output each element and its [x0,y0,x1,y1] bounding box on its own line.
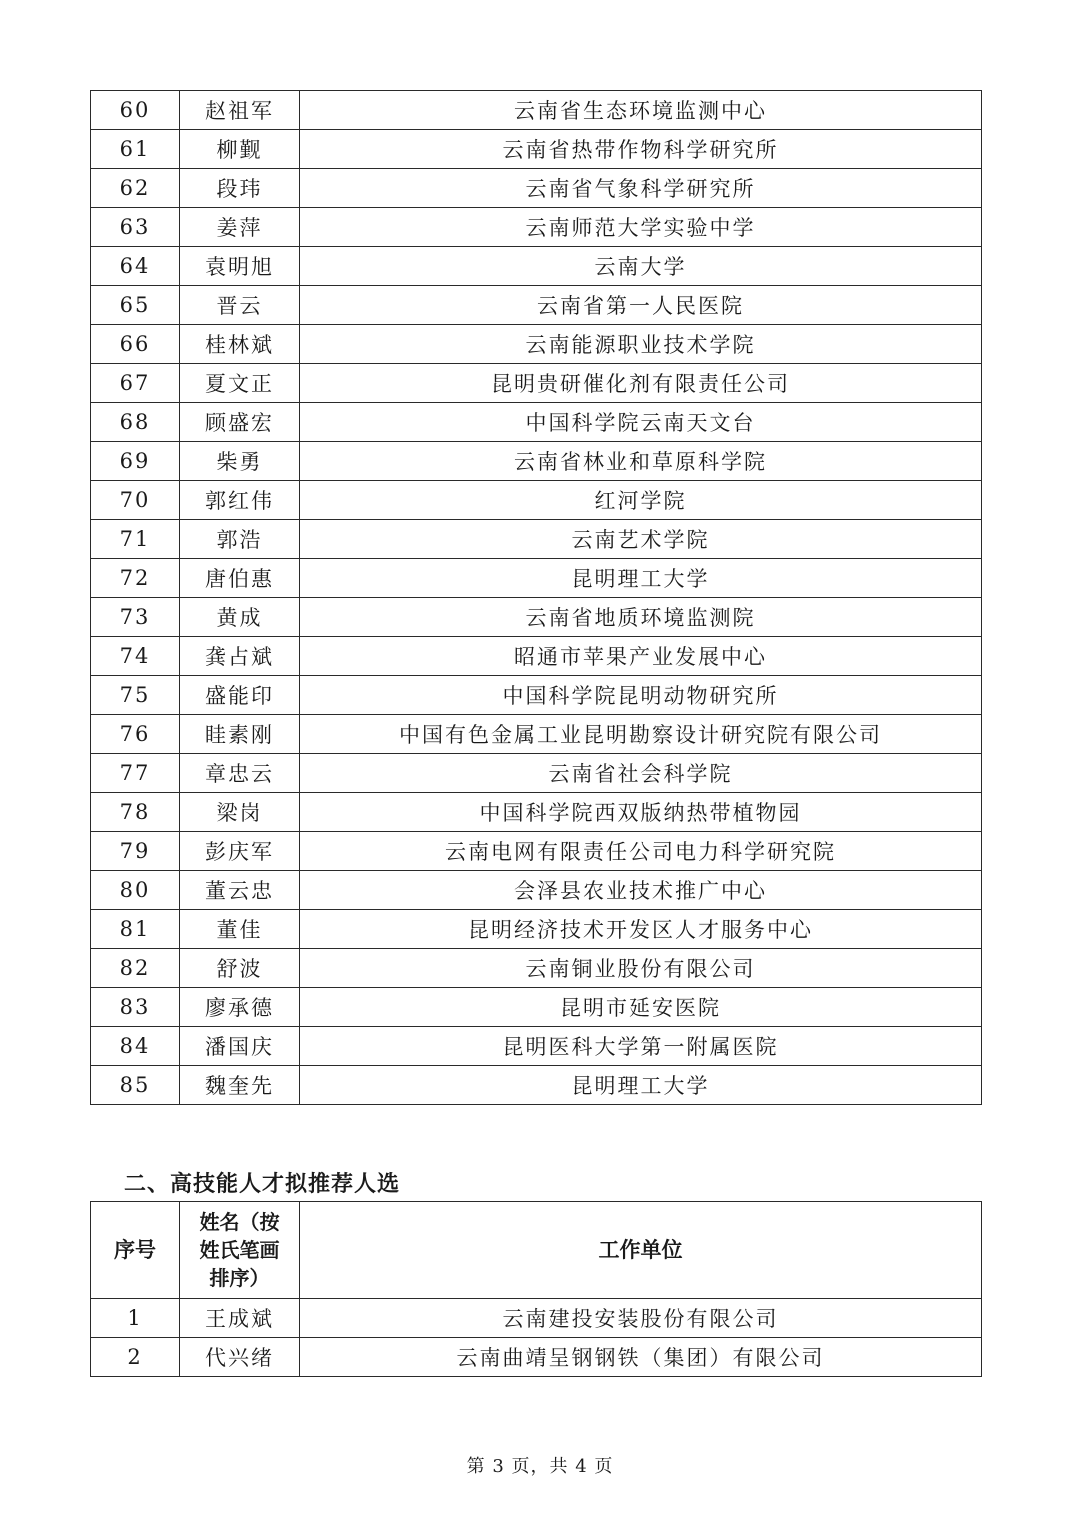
cell-work-unit: 云南省林业和草原科学院 [300,442,982,481]
cell-work-unit: 云南能源职业技术学院 [300,325,982,364]
header-name-line: 排序） [209,1266,270,1290]
cell-serial-number: 77 [91,754,180,793]
cell-serial-number: 70 [91,481,180,520]
cell-work-unit: 云南省社会科学院 [300,754,982,793]
cell-serial-number: 73 [91,598,180,637]
table-row [91,1338,982,1377]
cell-name: 晋云 [180,286,300,325]
cell-name: 赵祖军 [180,91,300,130]
cell-name: 姜萍 [180,208,300,247]
cell-work-unit: 云南曲靖呈钢钢铁（集团）有限公司 [300,1338,982,1377]
cell-work-unit: 昆明贵研催化剂有限责任公司 [300,364,982,403]
cell-name: 潘国庆 [180,1027,300,1066]
header-name-line: 姓氏笔画 [199,1238,280,1262]
cell-serial-number: 62 [91,169,180,208]
table-row [91,793,982,832]
table-row [91,559,982,598]
cell-work-unit: 云南电网有限责任公司电力科学研究院 [300,832,982,871]
high-skill-table [90,1201,982,1377]
table-row [91,481,982,520]
table-row [91,598,982,637]
cell-serial-number: 78 [91,793,180,832]
cell-name: 顾盛宏 [180,403,300,442]
table-row [91,715,982,754]
cell-serial-number: 72 [91,559,180,598]
cell-name: 魏奎先 [180,1066,300,1105]
cell-name: 柴勇 [180,442,300,481]
cell-name: 桂林斌 [180,325,300,364]
header-name [180,1202,300,1299]
cell-serial-number: 67 [91,364,180,403]
cell-work-unit: 中国科学院昆明动物研究所 [300,676,982,715]
cell-work-unit: 昆明市延安医院 [300,988,982,1027]
cell-serial-number: 71 [91,520,180,559]
cell-serial-number: 1 [91,1299,180,1338]
cell-serial-number: 84 [91,1027,180,1066]
cell-serial-number: 65 [91,286,180,325]
cell-serial-number: 80 [91,871,180,910]
cell-name: 王成斌 [180,1299,300,1338]
cell-serial-number: 76 [91,715,180,754]
cell-work-unit: 云南艺术学院 [300,520,982,559]
table-row [91,1066,982,1105]
table-row [91,208,982,247]
cell-name: 董云忠 [180,871,300,910]
header-work-unit: 工作单位 [300,1202,982,1299]
cell-name: 廖承德 [180,988,300,1027]
table-row [91,637,982,676]
cell-serial-number: 85 [91,1066,180,1105]
table-row [91,403,982,442]
cell-serial-number: 61 [91,130,180,169]
table-row [91,871,982,910]
cell-work-unit: 云南省地质环境监测院 [300,598,982,637]
cell-serial-number: 81 [91,910,180,949]
cell-name: 梁岗 [180,793,300,832]
table-row [91,520,982,559]
cell-work-unit: 云南建投安装股份有限公司 [300,1299,982,1338]
table-row [91,130,982,169]
cell-name: 龚占斌 [180,637,300,676]
cell-serial-number: 79 [91,832,180,871]
cell-serial-number: 64 [91,247,180,286]
page-footer: 第 3 页，共 4 页 [466,1456,614,1477]
cell-serial-number: 74 [91,637,180,676]
table-row [91,832,982,871]
cell-work-unit: 云南省气象科学研究所 [300,169,982,208]
cell-work-unit: 会泽县农业技术推广中心 [300,871,982,910]
cell-work-unit: 云南大学 [300,247,982,286]
table-row [91,169,982,208]
table-row [91,286,982,325]
table-row [91,364,982,403]
cell-work-unit: 云南省生态环境监测中心 [300,91,982,130]
table-row [91,442,982,481]
table-row [91,247,982,286]
cell-work-unit: 昆明理工大学 [300,559,982,598]
cell-work-unit: 昆明经济技术开发区人才服务中心 [300,910,982,949]
cell-serial-number: 82 [91,949,180,988]
cell-serial-number: 63 [91,208,180,247]
table-row [91,910,982,949]
table-header-row [91,1202,982,1299]
cell-serial-number: 2 [91,1338,180,1377]
cell-work-unit: 昆明理工大学 [300,1066,982,1105]
cell-serial-number: 69 [91,442,180,481]
cell-work-unit: 云南师范大学实验中学 [300,208,982,247]
table-row [91,325,982,364]
table-row [91,1299,982,1338]
cell-name: 郭浩 [180,520,300,559]
header-serial-number: 序号 [91,1202,180,1299]
cell-name: 彭庆军 [180,832,300,871]
cell-name: 段玮 [180,169,300,208]
table-row [91,988,982,1027]
table-row [91,676,982,715]
cell-work-unit: 红河学院 [300,481,982,520]
cell-work-unit: 云南铜业股份有限公司 [300,949,982,988]
cell-serial-number: 68 [91,403,180,442]
cell-work-unit: 云南省热带作物科学研究所 [300,130,982,169]
section-title-high-skill: 二、高技能人才拟推荐人选 [124,1172,401,1197]
cell-serial-number: 66 [91,325,180,364]
table-row [91,754,982,793]
table-row [91,1027,982,1066]
cell-work-unit: 云南省第一人民医院 [300,286,982,325]
talent-table-continued [90,90,982,1105]
cell-work-unit: 中国科学院西双版纳热带植物园 [300,793,982,832]
cell-work-unit: 中国有色金属工业昆明勘察设计研究院有限公司 [300,715,982,754]
table-row [91,91,982,130]
cell-work-unit: 昭通市苹果产业发展中心 [300,637,982,676]
cell-serial-number: 83 [91,988,180,1027]
cell-name: 唐伯惠 [180,559,300,598]
cell-name: 柳觐 [180,130,300,169]
cell-name: 黄成 [180,598,300,637]
cell-work-unit: 昆明医科大学第一附属医院 [300,1027,982,1066]
cell-work-unit: 中国科学院云南天文台 [300,403,982,442]
cell-name: 袁明旭 [180,247,300,286]
cell-name: 章忠云 [180,754,300,793]
table-row [91,949,982,988]
header-name-line: 姓名（按 [199,1210,280,1234]
cell-name: 舒波 [180,949,300,988]
cell-name: 董佳 [180,910,300,949]
cell-name: 盛能印 [180,676,300,715]
cell-serial-number: 75 [91,676,180,715]
cell-serial-number: 60 [91,91,180,130]
cell-name: 代兴绪 [180,1338,300,1377]
cell-name: 眭素刚 [180,715,300,754]
cell-name: 夏文正 [180,364,300,403]
cell-name: 郭红伟 [180,481,300,520]
